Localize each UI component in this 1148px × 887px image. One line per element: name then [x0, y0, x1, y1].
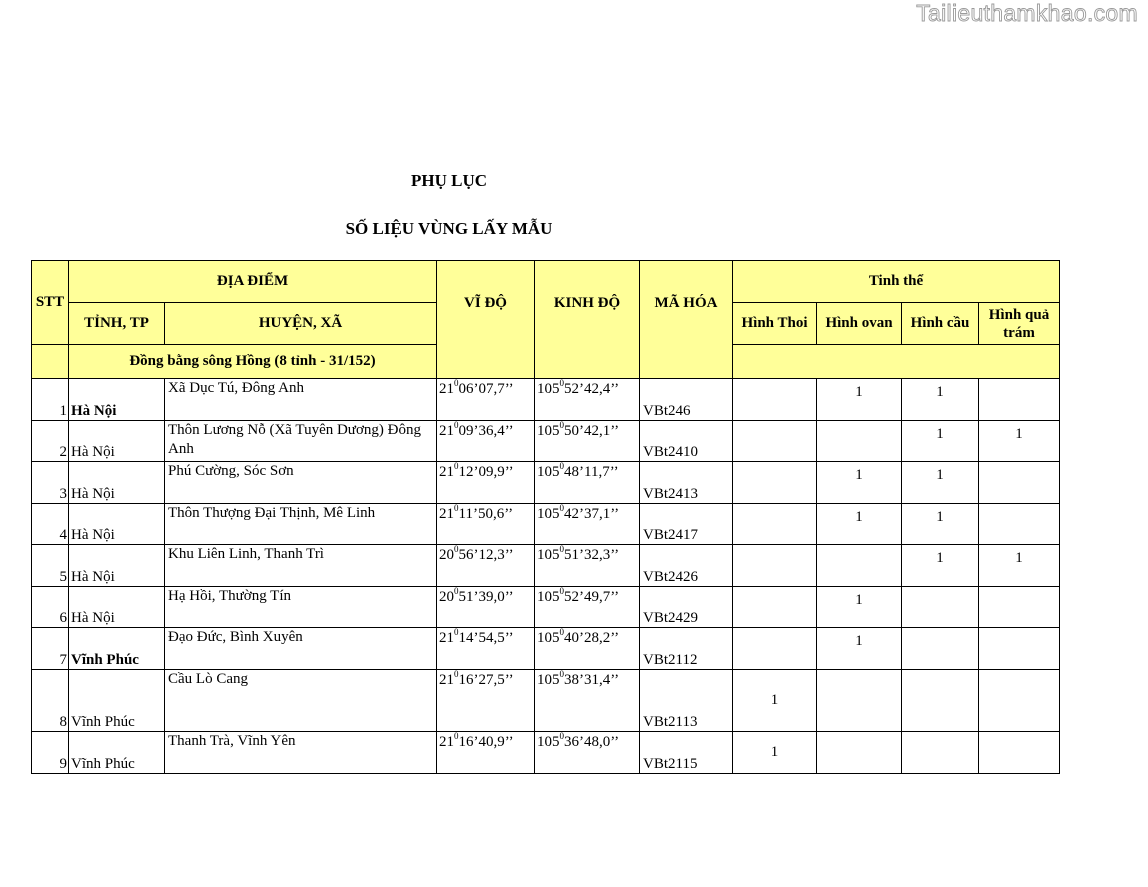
cell-shape-ovan [817, 732, 902, 774]
lon-degrees: 105 [537, 589, 560, 605]
lon-minutes-seconds: 42’37,1’’ [564, 506, 620, 522]
cell-district: Thôn Lương Nỗ (Xã Tuyên Dương) Đông Anh [165, 421, 437, 462]
cell-stt: 2 [32, 421, 69, 462]
lat-degrees: 21 [439, 423, 454, 439]
degree-sign: 0 [454, 461, 459, 471]
lon-minutes-seconds: 36’48,0’’ [564, 734, 620, 750]
degree-sign: 0 [454, 420, 459, 430]
cell-latitude [437, 421, 535, 462]
header-district: HUYỆN, XÃ [165, 303, 437, 345]
cell-shape-tram [979, 670, 1060, 732]
degree-sign: 0 [454, 503, 459, 513]
cell-district: Phú Cường, Sóc Sơn [165, 462, 437, 504]
lon-minutes-seconds: 51’32,3’’ [564, 547, 620, 563]
cell-shape-thoi: 1 [733, 670, 817, 732]
cell-shape-cau: 1 [902, 379, 979, 421]
cell-shape-cau: 1 [902, 462, 979, 504]
cell-district: Xã Dục Tú, Đông Anh [165, 379, 437, 421]
cell-latitude [437, 504, 535, 545]
cell-code: VBt2115 [640, 732, 733, 774]
degree-sign: 0 [454, 544, 459, 554]
lon-degrees: 105 [537, 506, 560, 522]
lat-degrees: 20 [439, 547, 454, 563]
cell-shape-ovan: 1 [817, 628, 902, 670]
cell-province: Vĩnh Phúc [69, 732, 165, 774]
lat-degrees: 21 [439, 734, 454, 750]
page-title: PHỤ LỤC [410, 171, 488, 190]
cell-province: Hà Nội [69, 587, 165, 628]
header-shape-cau: Hình cầu [902, 303, 979, 345]
table-row [32, 462, 1060, 504]
table-row [32, 504, 1060, 545]
lat-minutes-seconds: 51’39,0’’ [458, 589, 514, 605]
region-stt-cell [32, 345, 69, 379]
region-label: Đồng bằng sông Hồng (8 tỉnh - 31/152) [69, 345, 437, 379]
region-crystal-cell [733, 345, 1060, 379]
header-province: TỈNH, TP [69, 303, 165, 345]
lat-minutes-seconds: 16’27,5’’ [458, 672, 514, 688]
cell-shape-ovan [817, 670, 902, 732]
degree-sign: 0 [559, 627, 564, 637]
cell-shape-ovan: 1 [817, 504, 902, 545]
cell-shape-tram [979, 379, 1060, 421]
table-row [32, 670, 1060, 732]
cell-shape-thoi [733, 379, 817, 421]
header-shape-ovan: Hình ovan [817, 303, 902, 345]
lat-degrees: 21 [439, 630, 454, 646]
header-shape-tram: Hình quả trám [979, 303, 1060, 345]
degree-sign: 0 [559, 544, 564, 554]
header-shape-thoi: Hình Thoi [733, 303, 817, 345]
lon-degrees: 105 [537, 381, 560, 397]
cell-province: Hà Nội [69, 462, 165, 504]
cell-longitude [535, 545, 640, 587]
cell-latitude [437, 670, 535, 732]
cell-latitude [437, 545, 535, 587]
cell-latitude [437, 379, 535, 421]
lat-degrees: 21 [439, 464, 454, 480]
lat-degrees: 20 [439, 589, 454, 605]
cell-stt: 9 [32, 732, 69, 774]
cell-stt: 3 [32, 462, 69, 504]
cell-shape-cau: 1 [902, 504, 979, 545]
sampling-table [31, 260, 1060, 774]
lon-degrees: 105 [537, 547, 560, 563]
lon-minutes-seconds: 52’42,4’’ [564, 381, 620, 397]
cell-stt: 8 [32, 670, 69, 732]
cell-province: Vĩnh Phúc [69, 670, 165, 732]
data-rows [32, 379, 1060, 774]
watermark-text: Tailieuthamkhao.com [916, 0, 1138, 26]
degree-sign: 0 [559, 586, 564, 596]
cell-shape-tram [979, 462, 1060, 504]
cell-latitude [437, 587, 535, 628]
cell-code: VBt2417 [640, 504, 733, 545]
cell-shape-cau [902, 628, 979, 670]
cell-shape-tram [979, 587, 1060, 628]
lon-minutes-seconds: 40’28,2’’ [564, 630, 620, 646]
cell-shape-thoi [733, 587, 817, 628]
lat-degrees: 21 [439, 381, 454, 397]
lon-degrees: 105 [537, 734, 560, 750]
lon-minutes-seconds: 52’49,7’’ [564, 589, 620, 605]
header-row-1 [32, 261, 1060, 303]
cell-longitude [535, 504, 640, 545]
degree-sign: 0 [454, 378, 459, 388]
cell-longitude [535, 421, 640, 462]
cell-latitude [437, 462, 535, 504]
cell-shape-thoi [733, 421, 817, 462]
cell-province: Hà Nội [69, 504, 165, 545]
cell-shape-cau [902, 587, 979, 628]
degree-sign: 0 [559, 378, 564, 388]
cell-code: VBt2413 [640, 462, 733, 504]
degree-sign: 0 [559, 503, 564, 513]
cell-stt: 5 [32, 545, 69, 587]
cell-latitude [437, 628, 535, 670]
header-crystal: Tinh thể [733, 261, 1060, 303]
lon-degrees: 105 [537, 423, 560, 439]
lat-minutes-seconds: 11’50,6’’ [458, 506, 514, 522]
header-location: ĐỊA ĐIỂM [69, 261, 437, 303]
page-subtitle: SỐ LIỆU VÙNG LẤY MẪU [345, 219, 553, 238]
cell-code: VBt2113 [640, 670, 733, 732]
cell-shape-tram: 1 [979, 545, 1060, 587]
cell-longitude [535, 732, 640, 774]
lat-minutes-seconds: 56’12,3’’ [458, 547, 514, 563]
header-latitude: VĨ ĐỘ [437, 261, 535, 379]
degree-sign: 0 [559, 669, 564, 679]
cell-shape-cau: 1 [902, 545, 979, 587]
table-row [32, 587, 1060, 628]
cell-code: VBt2112 [640, 628, 733, 670]
cell-shape-ovan: 1 [817, 587, 902, 628]
cell-shape-thoi [733, 462, 817, 504]
lat-degrees: 21 [439, 506, 454, 522]
table-row [32, 628, 1060, 670]
cell-shape-tram [979, 504, 1060, 545]
cell-latitude [437, 732, 535, 774]
cell-shape-thoi: 1 [733, 732, 817, 774]
cell-stt: 1 [32, 379, 69, 421]
degree-sign: 0 [454, 627, 459, 637]
cell-shape-ovan [817, 421, 902, 462]
cell-shape-tram: 1 [979, 421, 1060, 462]
cell-shape-ovan [817, 545, 902, 587]
cell-stt: 4 [32, 504, 69, 545]
cell-province: Hà Nội [69, 545, 165, 587]
cell-district: Cầu Lò Cang [165, 670, 437, 732]
cell-province: Vĩnh Phúc [69, 628, 165, 670]
cell-shape-thoi [733, 545, 817, 587]
lon-minutes-seconds: 38’31,4’’ [564, 672, 620, 688]
cell-shape-ovan: 1 [817, 379, 902, 421]
cell-province: Hà Nội [69, 379, 165, 421]
degree-sign: 0 [559, 461, 564, 471]
lat-minutes-seconds: 06’07,7’’ [458, 381, 514, 397]
lon-minutes-seconds: 50’42,1’’ [564, 423, 620, 439]
header-code: MÃ HÓA [640, 261, 733, 379]
cell-stt: 6 [32, 587, 69, 628]
lat-minutes-seconds: 12’09,9’’ [458, 464, 514, 480]
cell-shape-thoi [733, 504, 817, 545]
cell-shape-thoi [733, 628, 817, 670]
table-row [32, 545, 1060, 587]
table-row [32, 421, 1060, 462]
degree-sign: 0 [454, 731, 459, 741]
cell-stt: 7 [32, 628, 69, 670]
cell-district: Đạo Đức, Bình Xuyên [165, 628, 437, 670]
degree-sign: 0 [454, 669, 459, 679]
cell-code: VBt2410 [640, 421, 733, 462]
table-row [32, 732, 1060, 774]
degree-sign: 0 [454, 586, 459, 596]
cell-district: Thanh Trà, Vĩnh Yên [165, 732, 437, 774]
cell-code: VBt2426 [640, 545, 733, 587]
cell-shape-ovan: 1 [817, 462, 902, 504]
header-stt: STT [32, 261, 69, 345]
lat-minutes-seconds: 14’54,5’’ [458, 630, 514, 646]
cell-shape-cau: 1 [902, 421, 979, 462]
lon-minutes-seconds: 48’11,7’’ [564, 464, 619, 480]
cell-province: Hà Nội [69, 421, 165, 462]
cell-longitude [535, 462, 640, 504]
cell-longitude [535, 379, 640, 421]
lat-degrees: 21 [439, 672, 454, 688]
table-row [32, 379, 1060, 421]
lon-degrees: 105 [537, 464, 560, 480]
cell-code: VBt2429 [640, 587, 733, 628]
lat-minutes-seconds: 16’40,9’’ [458, 734, 514, 750]
cell-district: Thôn Thượng Đại Thịnh, Mê Linh [165, 504, 437, 545]
cell-longitude [535, 628, 640, 670]
degree-sign: 0 [559, 731, 564, 741]
lat-minutes-seconds: 09’36,4’’ [458, 423, 514, 439]
cell-shape-cau [902, 732, 979, 774]
cell-district: Khu Liên Linh, Thanh Trì [165, 545, 437, 587]
cell-shape-cau [902, 670, 979, 732]
cell-code: VBt246 [640, 379, 733, 421]
cell-longitude [535, 670, 640, 732]
lon-degrees: 105 [537, 672, 560, 688]
degree-sign: 0 [559, 420, 564, 430]
header-longitude: KINH ĐỘ [535, 261, 640, 379]
cell-district: Hạ Hồi, Thường Tín [165, 587, 437, 628]
cell-longitude [535, 587, 640, 628]
cell-shape-tram [979, 732, 1060, 774]
lon-degrees: 105 [537, 630, 560, 646]
cell-shape-tram [979, 628, 1060, 670]
